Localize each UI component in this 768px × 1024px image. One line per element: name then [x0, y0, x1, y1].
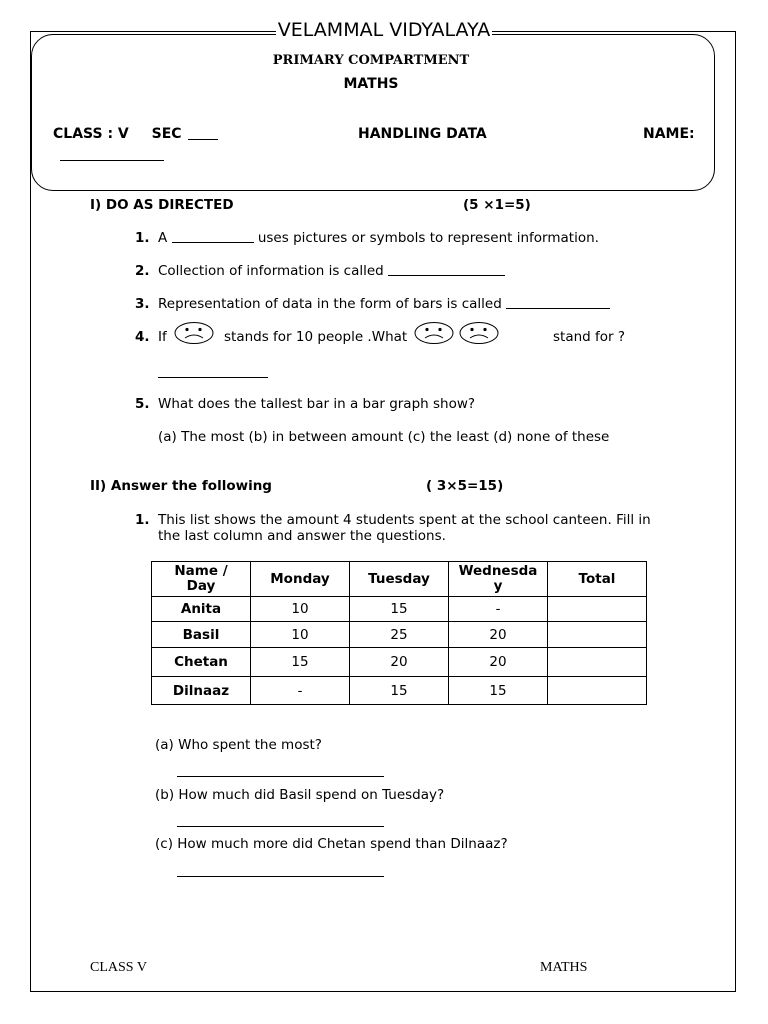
section1-title: I) DO AS DIRECTED	[90, 197, 234, 213]
table-row	[152, 622, 647, 648]
school-title	[0, 19, 768, 41]
question-2	[135, 263, 505, 279]
question-4-number	[135, 329, 167, 345]
sec-blank[interactable]	[188, 139, 218, 140]
sad-face-icon	[173, 321, 215, 345]
question-number: 1.	[135, 512, 150, 528]
spending-table	[151, 561, 647, 705]
table-cell: Anita	[152, 597, 251, 622]
table-row	[152, 597, 647, 622]
table-row	[152, 677, 647, 705]
answer-blank[interactable]	[177, 776, 384, 777]
topic-title: HANDLING DATA	[358, 126, 487, 142]
table-cell: 15	[251, 648, 350, 677]
name-blank[interactable]	[60, 160, 164, 161]
table-cell: 20	[350, 648, 449, 677]
total-cell[interactable]	[548, 677, 647, 705]
table-cell: Dilnaaz	[152, 677, 251, 705]
answer-blank[interactable]	[506, 308, 610, 309]
sub-question-b: (b) How much did Basil spend on Tuesday?	[155, 787, 445, 803]
question-number: 3.	[135, 296, 150, 312]
class-sec-field	[53, 126, 218, 142]
answer-blank[interactable]	[388, 275, 505, 276]
question-text: If	[158, 329, 167, 345]
table-cell: 15	[350, 597, 449, 622]
table-cell: 25	[350, 622, 449, 648]
column-header: Monday	[251, 562, 350, 597]
column-header: Name / Day	[152, 562, 251, 597]
class-label: CLASS : V	[53, 126, 129, 142]
footer-subject: MATHS	[540, 960, 588, 975]
table-cell: 15	[449, 677, 548, 705]
total-cell[interactable]	[548, 597, 647, 622]
question-text: Collection of information is called	[158, 263, 384, 279]
section2-title: II) Answer the following	[90, 478, 272, 494]
sub-question-a: (a) Who spent the most?	[155, 737, 322, 753]
question-4-end: stand for ?	[553, 329, 626, 345]
question-number: 1.	[135, 230, 150, 246]
subject-title: MATHS	[343, 76, 399, 92]
name-label: NAME:	[643, 126, 695, 142]
table-cell: -	[251, 677, 350, 705]
table-cell: 20	[449, 622, 548, 648]
question-number: 2.	[135, 263, 150, 279]
question-5	[135, 396, 475, 412]
question-number: 4.	[135, 329, 150, 345]
table-cell: Basil	[152, 622, 251, 648]
question-text: This list shows the amount 4 students spent at the school canteen. Fill in	[158, 512, 651, 528]
sec-label: SEC	[151, 126, 182, 142]
section2-question-1	[135, 512, 651, 528]
table-row	[152, 648, 647, 677]
table-cell: 15	[350, 677, 449, 705]
column-header: Wednesda y	[449, 562, 548, 597]
question-number: 5.	[135, 396, 150, 412]
total-cell[interactable]	[548, 622, 647, 648]
question-1	[135, 230, 599, 246]
answer-blank[interactable]	[172, 242, 254, 243]
question-3	[135, 296, 610, 312]
table-cell: 10	[251, 622, 350, 648]
table-cell: Chetan	[152, 648, 251, 677]
department-title: PRIMARY COMPARTMENT	[272, 53, 470, 68]
sub-question-c: (c) How much more did Chetan spend than Dilnaaz?	[155, 836, 508, 852]
question-text-continued: the last column and answer the questions.	[158, 528, 446, 544]
table-cell: -	[449, 597, 548, 622]
section1-marks: (5 ×1=5)	[463, 197, 531, 213]
school-name: VELAMMAL VIDYALAYA	[277, 19, 491, 41]
answer-blank[interactable]	[177, 876, 384, 877]
answer-blank[interactable]	[158, 377, 268, 378]
column-header: Total	[548, 562, 647, 597]
question-text: uses pictures or symbols to represent information.	[257, 230, 599, 246]
question-text: Representation of data in the form of bars is called	[158, 296, 502, 312]
table-cell: 10	[251, 597, 350, 622]
sad-face-icon	[458, 321, 500, 345]
column-header: Tuesday	[350, 562, 449, 597]
question-text: What does the tallest bar in a bar graph show?	[158, 396, 476, 412]
total-cell[interactable]	[548, 648, 647, 677]
sad-face-icon	[413, 321, 455, 345]
section2-marks: ( 3×5=15)	[426, 478, 504, 494]
footer-class: CLASS V	[90, 960, 147, 975]
question-text: A	[158, 230, 168, 246]
question-5-options: (a) The most (b) in between amount (c) the least (d) none of these	[158, 429, 610, 445]
answer-blank[interactable]	[177, 826, 384, 827]
table-cell: 20	[449, 648, 548, 677]
table-header-row	[152, 562, 647, 597]
question-4-middle: stands for 10 people .What	[224, 329, 408, 345]
